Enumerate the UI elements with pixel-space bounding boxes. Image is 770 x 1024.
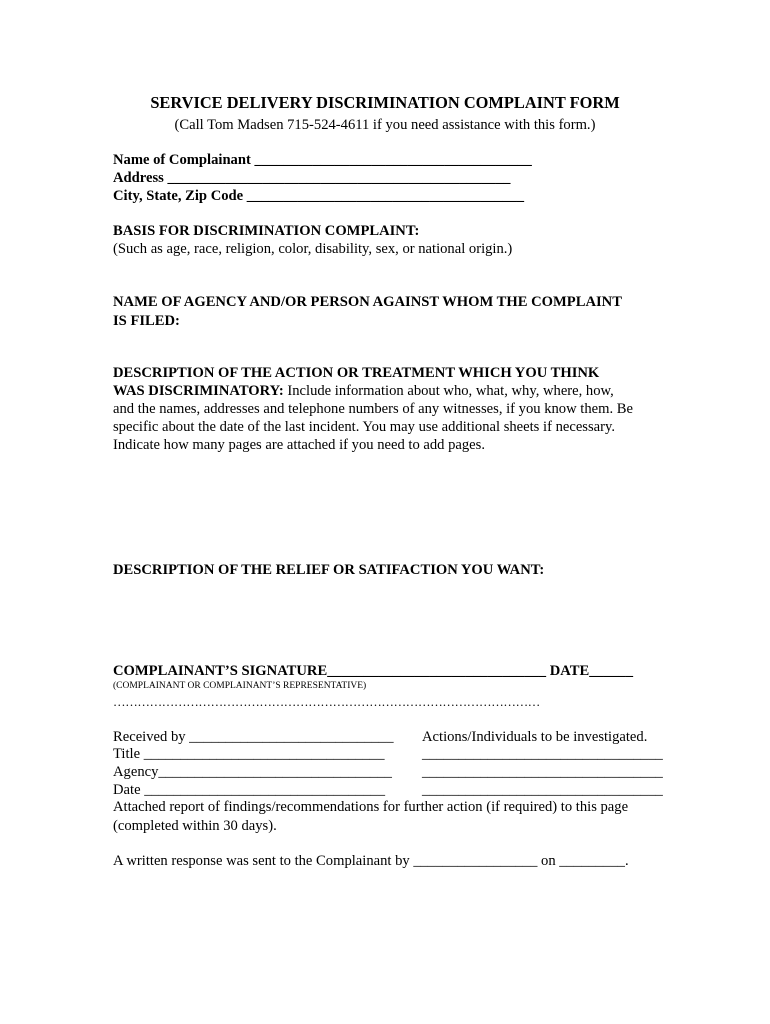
agency-heading-line-1: NAME OF AGENCY AND/OR PERSON AGAINST WHOM THE COMPLAINT: [113, 294, 622, 310]
actions-individuals-label: Actions/Individuals to be investigated.: [422, 729, 648, 745]
complainant-address-field[interactable]: Address _______________________________________________: [113, 170, 511, 186]
received-by-field[interactable]: Received by ____________________________: [113, 729, 394, 745]
description-heading-continued: WAS DISCRIMINATORY:: [113, 383, 284, 399]
description-line-5: Indicate how many pages are attached if you need to add pages.: [113, 437, 485, 453]
agency-heading-line-2: IS FILED:: [113, 313, 180, 329]
complainant-name-field[interactable]: Name of Complainant ______________________________________: [113, 152, 532, 168]
date-field[interactable]: Date _________________________________: [113, 782, 385, 798]
title-field[interactable]: Title _________________________________: [113, 746, 385, 762]
signature-date-field[interactable]: COMPLAINANT’S SIGNATURE______________________________ DATE______: [113, 663, 633, 679]
basis-note: (Such as age, race, religion, color, disability, sex, or national origin.): [113, 241, 513, 257]
description-line-4: specific about the date of the last incident. You may use additional sheets if necessary.: [113, 419, 615, 435]
attached-report-line-1: Attached report of findings/recommendations for further action (if required) to this page: [113, 799, 629, 815]
signature-note: (COMPLAINANT OR COMPLAINANT’S REPRESENTATIVE): [113, 681, 367, 691]
actions-line-3[interactable]: _________________________________: [422, 782, 663, 798]
description-heading: DESCRIPTION OF THE ACTION OR TREATMENT WHICH YOU THINK: [113, 365, 600, 381]
form-title: SERVICE DELIVERY DISCRIMINATION COMPLAINT FORM: [150, 93, 620, 112]
relief-heading: DESCRIPTION OF THE RELIEF OR SATIFACTION YOU WANT:: [113, 562, 545, 578]
attached-report-line-2: (completed within 30 days).: [113, 818, 277, 834]
dotted-separator: ……………………………………………………………………………………………: [113, 695, 541, 709]
description-line-3: and the names, addresses and telephone numbers of any witnesses, if you know them. Be: [113, 401, 633, 417]
basis-heading: BASIS FOR DISCRIMINATION COMPLAINT:: [113, 223, 420, 239]
agency-field[interactable]: Agency________________________________: [113, 764, 392, 780]
actions-line-1[interactable]: _________________________________: [422, 746, 663, 762]
written-response-field[interactable]: A written response was sent to the Complainant by _________________ on _________.: [113, 853, 629, 869]
complainant-city-state-zip-field[interactable]: City, State, Zip Code ______________________________________: [113, 188, 525, 204]
form-subtitle: (Call Tom Madsen 715-524-4611 if you need assistance with this form.): [174, 117, 596, 133]
actions-line-2[interactable]: _________________________________: [422, 764, 663, 780]
description-line-2: [113, 382, 614, 400]
description-instructions: Include information about who, what, why, where, how,: [283, 383, 614, 399]
